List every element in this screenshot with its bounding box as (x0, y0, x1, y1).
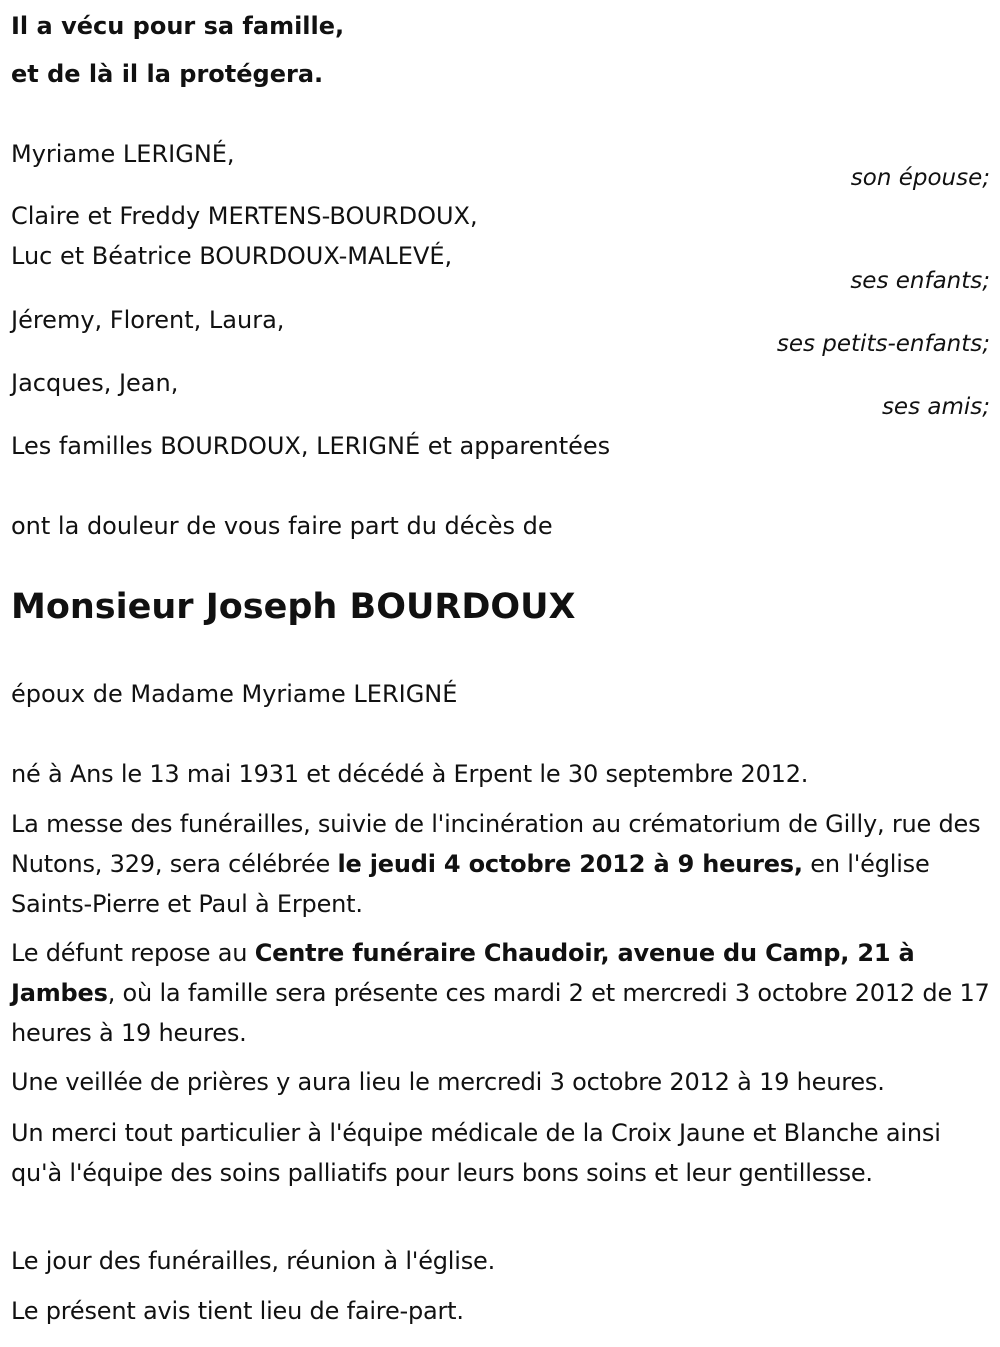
children-line-1: Claire et Freddy MERTENS-BOURDOUX, (11, 202, 478, 230)
friends-names: Jacques, Jean, (11, 369, 179, 397)
children-line-2: Luc et Béatrice BOURDOUX-MALEVÉ, (11, 242, 453, 270)
vigil-paragraph (11, 1062, 990, 1102)
epitaph-line-2: et de là il la protégera. (11, 60, 324, 88)
families-line: Les familles BOURDOUX, LERIGNÉ et apparentées (11, 432, 611, 460)
birth-death-paragraph (11, 754, 990, 794)
grandchildren-names: Jéremy, Florent, Laura, (11, 306, 285, 334)
rest-paragraph (11, 933, 990, 1053)
deceased-name: Monsieur Joseph BOURDOUX (11, 587, 576, 627)
thanks-paragraph (11, 1113, 990, 1193)
funeral-date-bold: le jeudi 4 octobre 2012 à 9 heures, (337, 850, 803, 878)
death-notice (11, 0, 990, 1347)
notice-paragraph (11, 1291, 990, 1331)
funeral-text-part1: La messe des funérailles, suivie de l'incinération au crématorium de Gilly, rue des Nutons, 329, sera célébrée (11, 810, 981, 878)
announcement: ont la douleur de vous faire part du décès de (11, 512, 553, 540)
children-role: ses enfants; (850, 268, 990, 294)
spouse-name: Myriame LERIGNÉ, (11, 140, 235, 168)
rest-text-part1: Le défunt repose au (11, 939, 255, 967)
thanks-text: Un merci tout particulier à l'équipe médicale de la Croix Jaune et Blanche ainsi qu'à l'équipe des soins palliatifs pour leurs bons soins et leur gentillesse. (11, 1119, 941, 1187)
vigil-text: Une veillée de prières y aura lieu le mercredi 3 octobre 2012 à 19 heures. (11, 1068, 885, 1096)
epitaph-line-1: Il a vécu pour sa famille, (11, 12, 345, 40)
spouse-role: son épouse; (850, 165, 990, 191)
meeting-text: Le jour des funérailles, réunion à l'église. (11, 1247, 496, 1275)
rest-text-part2: , où la famille sera présente ces mardi 2 et mercredi 3 octobre 2012 de 17 heures à 19 heures. (11, 979, 990, 1047)
notice-text: Le présent avis tient lieu de faire-part. (11, 1297, 464, 1325)
friends-role: ses amis; (881, 394, 990, 420)
birth-death-text: né à Ans le 13 mai 1931 et décédé à Erpent le 30 septembre 2012. (11, 760, 809, 788)
grandchildren-role: ses petits-enfants; (776, 331, 990, 357)
rest-location-bold: Centre funéraire Chaudoir, avenue du Camp, 21 à Jambes (11, 939, 915, 1007)
funeral-paragraph (11, 804, 990, 924)
deceased-spouse-line: époux de Madame Myriame LERIGNÉ (11, 680, 458, 708)
funeral-text-part2: en l'église Saints-Pierre et Paul à Erpent. (11, 850, 930, 918)
meeting-paragraph (11, 1241, 990, 1281)
